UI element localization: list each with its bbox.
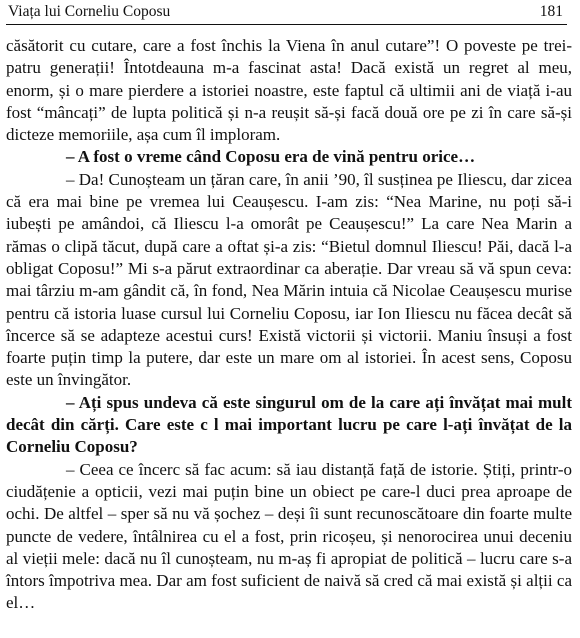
- running-title: Viața lui Corneliu Coposu: [8, 3, 171, 20]
- paragraph-continuation: căsătorit cu cutare, care a fost închis la Viena în anul cutare”! O poveste pe trei-patru generații! Întotdeauna m-a fascinat asta! Dacă există un regret al meu, enorm, și o mare pierdere a istoriei noastre, este faptul că ultimii ani de viață i-au fost “mâncați” de lupta politică și n-a reușit să-și facă două ore pe zi în care să-și dicteze memoriile, așa cum îl imploram.: [6, 36, 572, 145]
- page-number: 181: [539, 3, 563, 20]
- interview-question: – A fost o vreme când Coposu era de vină pentru orice…: [66, 147, 476, 167]
- interview-answer: – Da! Cunoșteam un țăran care, în anii ’90, îl susținea pe Iliescu, dar zicea că era mai bine pe vremea lui Ceaușescu. I-am zis: “Nea Marine, nu poți să-i iubești pe amândoi, că Iliescu l-a omorât pe Ceaușescu!” La care Nea Marin a rămas o clipă tăcut, după care a oftat și-a zis: “Bietul domnul Iliescu! Păi, dacă l-a obligat Coposu!” Mi s-a părut extraordinar ca aberație. Dar vreau să vă spun ceva: mai târziu m-am gândit că, în fond, Nea Mărin intuia că Nicolae Ceaușescu murise pentru că istoria luase cursul lui Corneliu Coposu, iar Ion Iliescu nu făcea decât să încerce să se adapteze acestui curs! Există victorii și victorii. Maniu însuși a fost foarte puțin timp la putere, dar este un mare om al istoriei. În acest sens, Coposu este un învingător.: [6, 169, 572, 390]
- interview-question: – Ați spus undeva că este singurul om de la care ați învățat mai mult decât din cărți. Care este c l mai important lucru pe care l-ați învățat de la Corneliu Coposu?: [6, 392, 572, 457]
- body-text: [3, 35, 575, 615]
- running-header: [6, 0, 567, 25]
- interview-answer: – Ceea ce încerc să fac acum: să iau distanță față de istorie. Știți, printr-o ciudățenie a opticii, vezi mai puțin bine un obiect pe care-l duci prea aproape de ochi. De altfel – sper să nu vă șochez – deși îi sunt recunoscătoare din foarte multe puncte de vedere, întâlnirea cu el a fost, prin ricoșeu, și nenorocirea unui deceniu al vieții mele: dacă nu îl cunoșteam, nu m-aș fi apropiat de politică – lucru care s-a întors împotriva mea. Dar am fost suficient de naivă să cred că mai există și alții ca el…: [6, 459, 572, 613]
